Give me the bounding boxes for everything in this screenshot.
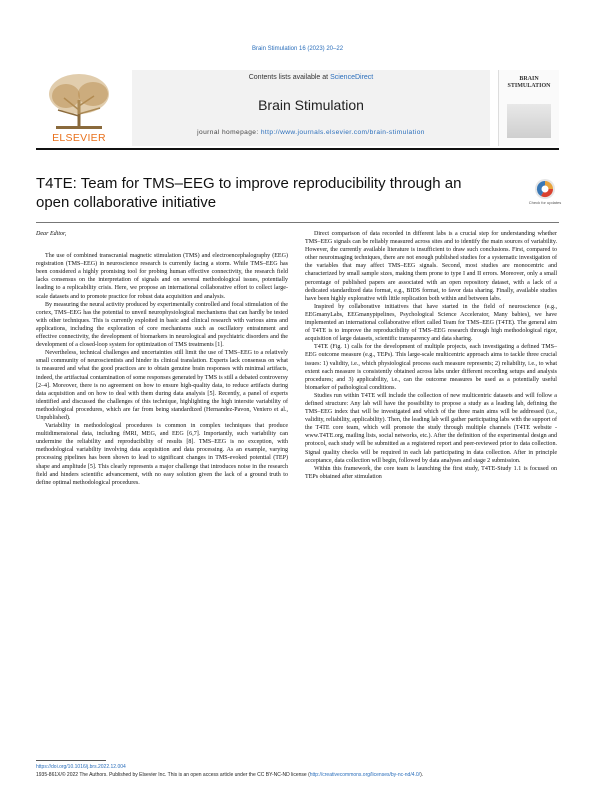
doi-link[interactable]: https://doi.org/10.1016/j.brs.2022.12.004 (36, 764, 126, 770)
paragraph: Studies run within T4TE will include the collection of new multicentric datasets and will follow a defined structure: Any lab will have the possibility to propose a study as a leading lab, defining the TMS–EEG index that will be investigated and which of the three main aims will be addressed (i.e., validity, reliability, applicability). Then, the leading lab will gather participating labs with the support of the T4TE core team, which will promote the study through multiple channels (T4TE website - www.T4TE.org, mailing lists, social networks, etc.). After the definition of the experimental design and protocol, each study will be submitted as a registered report and peer-reviewed prior to data collection. Signal quality checks will be required in each lab participating in data collection. After in principle acceptance, data collection will begin, followed by data analyses and stage 2 submission. (305, 392, 557, 464)
copyright-suffix: ). (420, 772, 424, 778)
cover-image (507, 104, 551, 138)
copyright-notice (36, 772, 559, 778)
paragraph: Variability in methodological procedures is common in complex techniques that produce multidimensional data, including fMRI, MEG, and EEG [6,7]. Importantly, such variability can undermine the reliability and reproducibility of results [8]. TMS–EEG is no exception, with methodological variability involving data acquisition and data processing. As an example, varying processing pipelines has been shown to lead to significant changes in TMS-evoked potential (TEP) shape and amplitude [5]. This clearly represents a major challenge that introduces noise in the research field and hinders scientific advancement, with no easy solution given the lack of a ground truth to define optimal methodological procedures. (36, 423, 288, 486)
paragraph: Within this framework, the core team is launching the first study, T4TE-Study 1.1 is focused on TEPs obtained after stimulation (305, 465, 557, 480)
journal-homepage (132, 129, 490, 136)
paragraph: Nevertheless, technical challenges and uncertainties still limit the use of TMS–EEG to a relatively small community of neuroscientists and hinder its clinical translation. Experts lack consensus on what is measured and what the good practices are to obtain genuine brain responses with minimal artifacts, indeed, the artifactual contamination of some responses generated by TMS is still a debated controversy [2–4]. Moreover, there is no agreement on how to ensure high-quality data, to reduce artifacts during data acquisition and on how to deal with them during data analysis [5]. Recently, a panel of experts identified and discussed the challenges of this technique, highlighting the high intersite variability of methodological procedures, which are far from being standardized (Hernandez-Pavon, Veniero et al., Unpublished). (36, 350, 288, 421)
body-column-right (305, 230, 557, 481)
title-divider (36, 222, 559, 223)
elsevier-logo[interactable] (36, 70, 122, 146)
article-title: T4TE: Team for TMS–EEG to improve reproducibility through an open collaborative initiative (36, 175, 462, 211)
check-for-updates-icon[interactable] (532, 178, 558, 210)
paragraph: Inspired by collaborative initiatives that have started in the field of neuroscience (e.g., EEGmanyLabs, EEGmanypipelines, Psychological Science Accelerator, Many babies), we have implemented an international collaborative effort called Team for TMS–EEG (T4TE). The general aim of T4TE is to improve the reproducibility of TMS–EEG research through high methodological rigor, acquisition of large datasets, scientific transparency and data sharing. (305, 303, 557, 343)
homepage-prefix: journal homepage: (197, 129, 261, 136)
paragraph: T4TE (Fig. 1) calls for the development of multiple projects, each investigating a defined TMS–EEG outcome measure (e.g., TEPs). This large-scale multicentric approach aims to tackle three crucial issues: 1) validity, i.e., which physiological process each measure represents; 2) reliability, i.e., to what extent each measure is consistently obtained across labs under different recording setups and analysis procedures; and 3) applicability, i.e., can the outcome measures be used as a potentially useful biomarker of pathological conditions. (305, 344, 557, 391)
body-column-left (36, 230, 288, 487)
footer-divider (36, 760, 106, 761)
greeting: Dear Editor, (36, 231, 67, 237)
copyright-text: 1935-861X/© 2022 The Authors. Published by Elsevier Inc. This is an open access article under the CC BY-NC-ND license ( (36, 772, 310, 778)
elsevier-tree-icon (36, 70, 122, 132)
license-link[interactable]: http://creativecommons.org/licenses/by-nc-nd/4.0/ (309, 772, 421, 778)
sciencedirect-link[interactable]: ScienceDirect (330, 74, 374, 81)
cover-title: BRAIN STIMULATION (507, 76, 551, 89)
paragraph: Direct comparison of data recorded in different labs is a crucial step for understanding whether TMS–EEG signals can be reliably measured across sites and to identify the main sources of variability. However, the currently available literature is insufficient to draw such conclusions. First, compared to other neuroimaging techniques, there are not enough published studies for a systematic investigation of the variables that may affect TMS–EEG signals. Second, most studies are monocentric and characterized by small sample sizes, making them prone to type I and II errors. Moreover, only a small percentage of published papers are associated with an open repository dataset, with a lack of a dedicated standardized data format, e.g., BIDS format, to favor data sharing. Finally, available studies have been highly explorative with little replication both within and between labs. (305, 231, 557, 302)
paragraph: By measuring the neural activity produced by experimentally controlled and focal stimulation of the cortex, TMS–EEG has the potential to unveil neurophysiological mechanisms that can hardly be tested with other techniques. This is currently exploited in basic and clinical research with various aims and applications, including the exploration of core mechanisms such as oscillatory entrainment and effective connectivity, the development of biomarkers in neurological and psychiatric disorders and the development of a closed-loop system for optimization of TMS treatments [1]. (36, 301, 288, 349)
masthead (132, 70, 490, 146)
paragraph: The use of combined transcranial magnetic stimulation (TMS) and electroencephalography (EEG) registration (TMS–EEG) in neuroscience research is currently facing a storm. While TMS–EEG has been considered a highly promising tool for probing human effective connectivity, the research field lacks consensus on the interpretation of signals and on several methodological issues, potentially leading to a replicability crisis. Here, we propose an international collaborative effort to collect large-scale datasets and to promote practice for robust data acquisition and analysis. (36, 253, 288, 300)
homepage-link[interactable]: http://www.journals.elsevier.com/brain-stimulation (260, 129, 425, 136)
contents-line (132, 74, 490, 81)
journal-reference[interactable]: Brain Stimulation 16 (2023) 20–22 (251, 46, 344, 52)
publisher-name: ELSEVIER (52, 132, 106, 144)
journal-title: Brain Stimulation (258, 97, 364, 113)
journal-header (36, 70, 559, 150)
journal-cover[interactable] (498, 70, 559, 146)
check-for-updates-label[interactable]: Check for updates (528, 200, 562, 205)
contents-prefix: Contents lists available at (248, 74, 331, 81)
